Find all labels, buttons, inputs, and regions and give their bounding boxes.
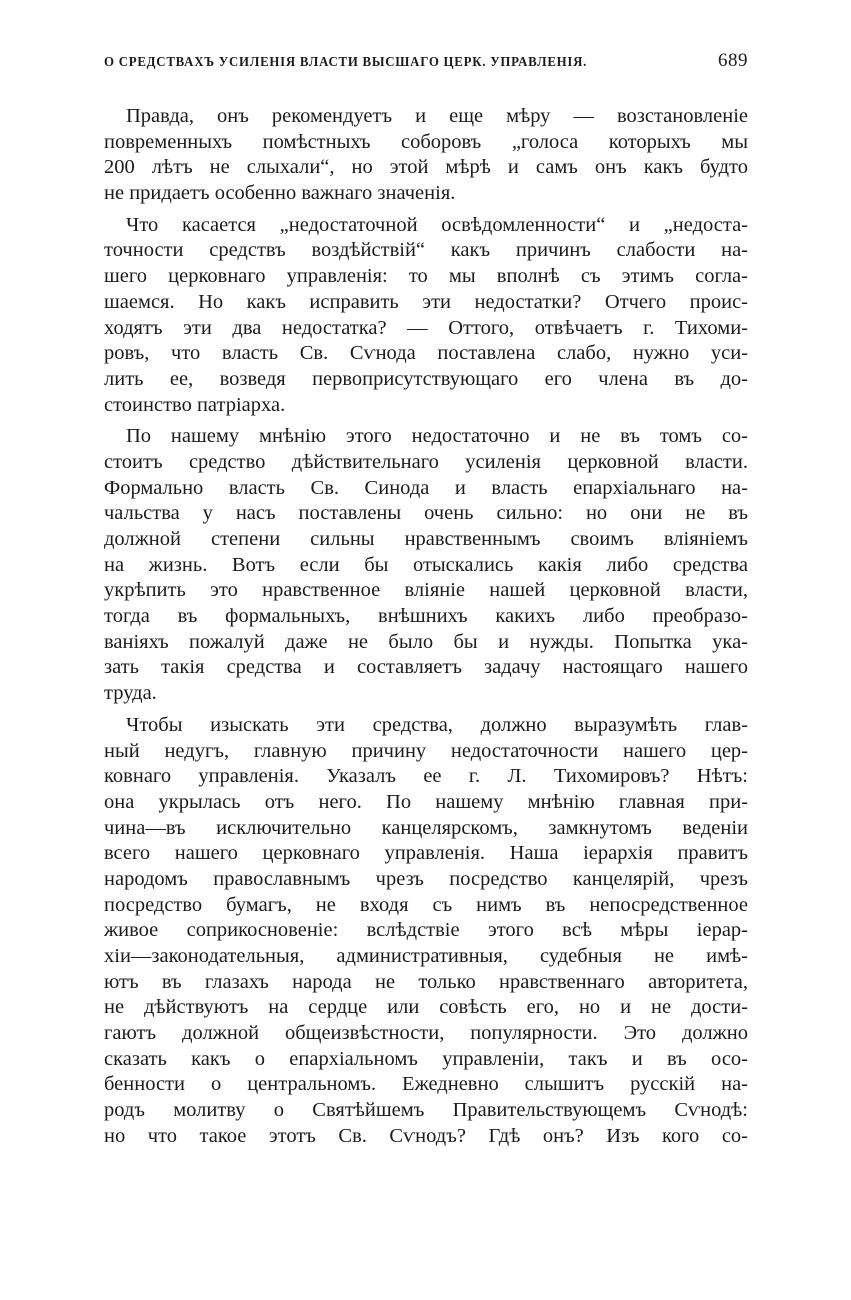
text-line: родъ молитву о Святѣйшемъ Правительствующемъ Сѵнодѣ: <box>104 1099 748 1122</box>
paragraph <box>104 713 748 1150</box>
text-line: но что такое этотъ Св. Сѵнодъ? Гдѣ онъ? Изъ кого со- <box>104 1124 748 1147</box>
text-line: Чтобы изыскать эти средства, должно выразумѣть глав- <box>126 713 748 736</box>
text-line: шаемся. Но какъ исправить эти недостатки? Отчего проис- <box>104 290 748 313</box>
text-line: чальства у насъ поставлены очень сильно: но они не въ <box>104 502 748 525</box>
page-number: 689 <box>718 50 748 71</box>
text-line: Что касается „недостаточной освѣдомленности“ и „недоста- <box>126 213 748 236</box>
text-line: ютъ въ глазахъ народа не только нравственнаго авторитета, <box>104 970 748 993</box>
text-line: труда. <box>104 682 157 705</box>
text-line: Правда, онъ рекомендуетъ и еще мѣру — возстановленіе <box>126 105 748 127</box>
text-line: сказать какъ о епархіальномъ управленіи, такъ и въ осо- <box>104 1047 748 1070</box>
text-line: По нашему мнѣнію этого недостаточно и не въ томъ со- <box>126 425 748 448</box>
paragraph <box>104 424 748 707</box>
text-line: стоитъ средство дѣйствительнаго усиленія церковной власти. <box>104 450 748 473</box>
text-line: должной степени сильны нравственнымъ своимъ вліяніемъ <box>104 528 748 550</box>
text-line: она укрылась отъ него. По нашему мнѣнію главная при- <box>104 790 748 813</box>
running-title: О СРЕДСТВАХЪ УСИЛЕНІЯ ВЛАСТИ ВЫСШАГО ЦЕРК. УПРАВЛЕНІЯ. <box>104 55 588 70</box>
text-line: ровъ, что власть Св. Сѵнода поставлена слабо, нужно уси- <box>104 342 748 365</box>
text-line: хіи—законодательныя, административныя, судебныя не имѣ- <box>104 945 748 967</box>
text-line: бенности о центральномъ. Ежедневно слышитъ русскій на- <box>104 1073 748 1096</box>
text-line: точности средствъ воздѣйствій“ какъ причинъ слабости на- <box>104 239 748 262</box>
text-line: не дѣйствуютъ на сердце или совѣсть его, но и не дости- <box>104 996 748 1019</box>
text-line: ходятъ эти два недостатка? — Оттого, отвѣчаетъ г. Тихоми- <box>104 316 748 339</box>
text-line: народомъ православнымъ чрезъ посредство канцелярій, чрезъ <box>104 867 748 890</box>
text-line: чина—въ исключительно канцелярскомъ, замкнутомъ веденіи <box>104 816 748 839</box>
text-line: посредство бумагъ, не входя съ нимъ въ непосредственное <box>104 893 748 916</box>
text-line: 200 лѣтъ не слыхали“, но этой мѣрѣ и самъ онъ какъ будто <box>104 156 748 179</box>
text-line: на жизнь. Вотъ если бы отыскались какія либо средства <box>104 553 748 576</box>
text-line: лить ее, возведя первоприсутствующаго его члена въ до- <box>104 367 748 390</box>
paragraph <box>104 104 748 207</box>
book-page <box>104 50 748 1156</box>
text-line: всего нашего церковнаго управленія. Наша іерархія правитъ <box>104 842 748 865</box>
text-line: зать такія средства и составляетъ задачу настоящаго нашего <box>104 656 748 679</box>
paragraph <box>104 213 748 419</box>
text-line: Формально власть Св. Синода и власть епархіальнаго на- <box>104 476 748 499</box>
body-text <box>104 104 748 1150</box>
text-line: живое соприкосновеніе: вслѣдствіе этого всѣ мѣры іерар- <box>104 919 748 942</box>
text-line: шего церковнаго управленія: то мы вполнѣ съ этимъ согла- <box>104 265 748 288</box>
text-line: гаютъ должной общеизвѣстности, популярности. Это должно <box>104 1022 748 1045</box>
text-line: укрѣпить это нравственное вліяніе нашей церковной власти, <box>104 579 748 602</box>
text-line: повременныхъ помѣстныхъ соборовъ „голоса которыхъ мы <box>104 130 748 153</box>
text-line: ный недугъ, главную причину недостаточности нашего цер- <box>104 739 748 762</box>
text-line: не придаетъ особенно важнаго значенія. <box>104 182 456 205</box>
text-line: стоинство патріарха. <box>104 393 286 416</box>
text-line: тогда въ формальныхъ, внѣшнихъ какихъ либо преобразо- <box>104 605 748 628</box>
text-line: ковнаго управленія. Указалъ ее г. Л. Тихомировъ? Нѣтъ: <box>104 765 748 788</box>
running-head <box>104 50 748 90</box>
text-line: ваніяхъ пожалуй даже не было бы и нужды. Попытка ука- <box>104 630 748 653</box>
